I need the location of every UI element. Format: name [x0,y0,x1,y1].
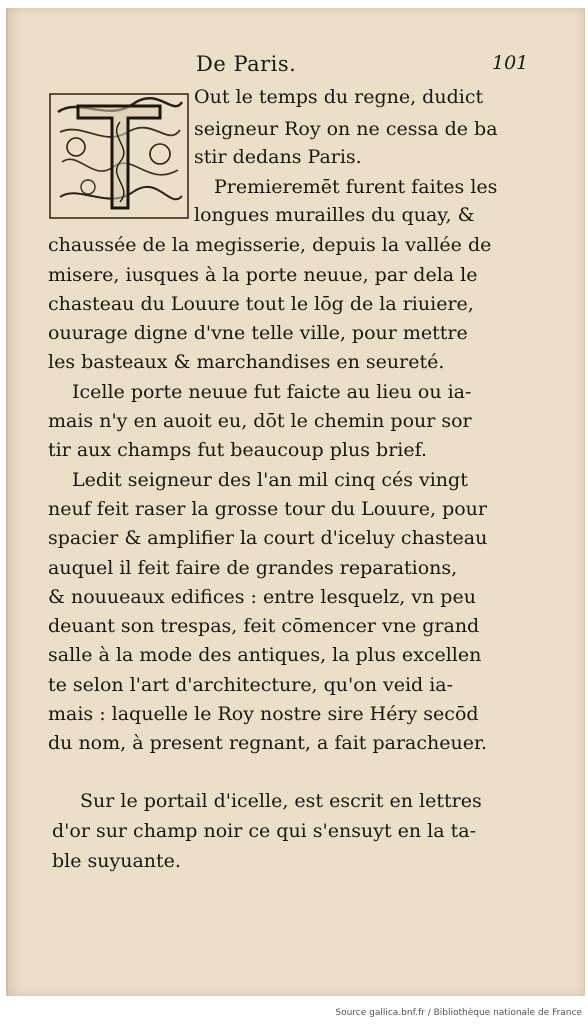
page-header [8,52,584,86]
text-line-3: stir dedans Paris. [194,146,362,168]
text-line-11: Icelle porte neuue fut faicte au lieu ou ia- [72,381,472,403]
text-line-18: & nouueaux edifices : entre lesquelz, vn peu [48,586,476,608]
text-line-5: longues murailles du quay, & [194,204,475,226]
text-line-26: ble suyuante. [52,850,181,872]
running-title: De Paris. [196,52,297,76]
page-number: 101 [492,52,529,74]
text-line-9: ouurage digne d'vne telle ville, pour mettre [48,322,468,344]
text-line-23: du nom, à present regnant, a fait paracheuer. [48,732,487,754]
text-line-2: seigneur Roy on ne cessa de ba [194,118,498,140]
text-line-14: Ledit seigneur des l'an mil cinq cés vingt [72,469,468,491]
text-line-15: neuf feit raser la grosse tour du Louure, pour [48,498,487,520]
text-line-25: d'or sur champ noir ce qui s'ensuyt en la ta- [52,820,476,842]
text-line-6: chaussée de la megisserie, depuis la vallée de [48,234,492,256]
decorated-initial-icon [48,92,190,220]
text-line-4: Premieremēt furent faites les [214,176,498,198]
book-page [6,8,585,996]
text-line-21: te selon l'art d'architecture, qu'on veid ia- [48,674,454,696]
text-line-19: deuant son trespas, feit cōmencer vne grand [48,615,480,637]
source-credit: Source gallica.bnf.fr / Bibliothèque nationale de France [335,1008,582,1018]
text-line-16: spacier & amplifier la court d'iceluy chasteau [48,527,488,549]
text-line-20: salle à la mode des antiques, la plus excellen [48,644,482,666]
text-line-13: tir aux champs fut beaucoup plus brief. [48,439,427,461]
text-line-24: Sur le portail d'icelle, est escrit en lettres [80,790,482,812]
text-line-8: chasteau du Louure tout le lōg de la riuiere, [48,293,474,315]
text-line-10: les basteaux & marchandises en seureté. [48,351,445,373]
text-line-12: mais n'y en auoit eu, dōt le chemin pour sor [48,410,472,432]
text-line-7: misere, iusques à la porte neuue, par dela le [48,264,478,286]
text-line-1: Out le temps du regne, dudict [194,86,484,108]
text-line-17: auquel il feit faire de grandes reparations, [48,557,458,579]
text-line-22: mais : laquelle le Roy nostre sire Héry secōd [48,703,479,725]
